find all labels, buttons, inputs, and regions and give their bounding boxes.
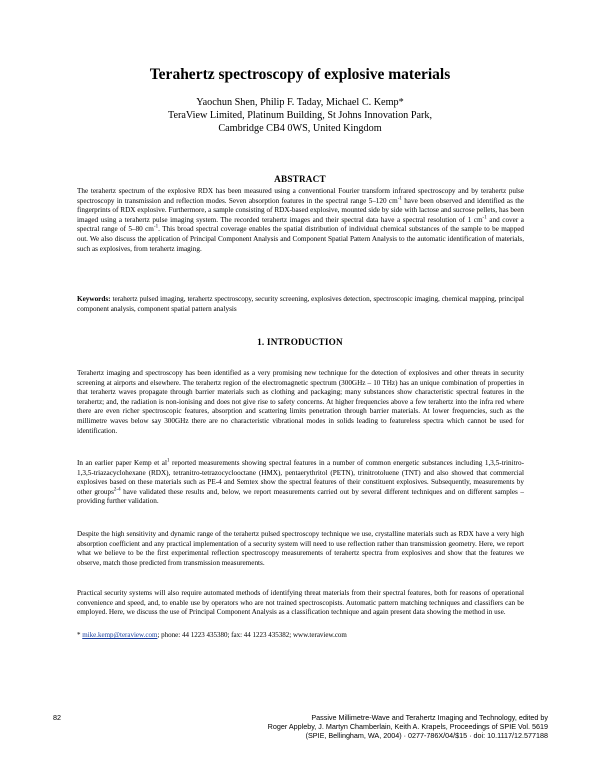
abstract-superscript: -1 xyxy=(153,224,159,230)
abstract-part-4: . This broad spectral coverage enables the spatial distribution of individual chemical substances of the sample to be mapped out. We also discuss the application of Principal Component Analysis and Component Spatial Pattern Analysis to the automatic identification of materials, such as explosives, from terahertz imaging. xyxy=(77,225,524,253)
intro-paragraph-3: Despite the high sensitivity and dynamic range of the terahertz pulsed spectroscopy technique we use, crystalline materials such as RDX have a very high absorption coefficient and any practical implementation of a security system will need to use reflection rather than transmission geometry. Here, we report what we believe to be the first experimental reflection spectroscopy measurements of terahertz spectra from explosives and show that the features we observe, match those predicted from transmission measurements. xyxy=(77,530,524,567)
author-block xyxy=(60,96,540,135)
author-names: Yaochun Shen, Philip F. Taday, Michael C. Kemp* xyxy=(196,97,404,108)
abstract-text xyxy=(77,187,524,254)
abstract-part-1: The terahertz spectrum of the explosive RDX has been measured using a conventional Fourier transform infrared spectroscopy and by terahertz pulse spectroscopy in transmission and reflection modes. Seven absorption features in the spectral range 5–120 cm xyxy=(77,187,524,205)
abstract-superscript: -1 xyxy=(482,215,487,221)
intro-paragraph-4: Practical security systems will also require automated methods of identifying threat materials from their spectral features, both for reasons of operational convenience and speed, and, to enable use by operators who are not trained spectroscopists. Automatic pattern matching techniques and classifiers can be employed. Here, we discuss the use of Principal Component Analysis as a classification technique and again present data showing the method in use. xyxy=(77,589,524,617)
footnote-marker: * xyxy=(77,631,83,639)
publication-line-2: Roger Appleby, J. Martyn Chamberlain, Keith A. Krapels, Proceedings of SPIE Vol. 5619 xyxy=(267,721,548,731)
keywords-label: Keywords: xyxy=(77,295,111,303)
email-link[interactable]: mike.kemp@teraview.com xyxy=(82,631,158,639)
paper-title: Terahertz spectroscopy of explosive materials xyxy=(149,66,451,83)
abstract-superscript: -1 xyxy=(397,196,402,202)
abstract-part-2: have been observed and identified as the fingerprints of RDX explosive. Furthermore, a sample consisting of RDX-based explosive, mounted side by side with lactose and sucrose pellets, has been imaged using a terahertz pulse imaging system. The recorded terahertz images and their spectral data have a spectral resolution of 1 cm xyxy=(77,196,524,224)
footnote xyxy=(77,631,524,640)
publication-line-3: (SPIE, Bellingham, WA, 2004) · 0277-786X/04/$15 · doi: 10.1117/12.577188 xyxy=(305,730,548,740)
intro-paragraph-1: Terahertz imaging and spectroscopy has been identified as a very promising new technique for the detection of explosives and other threats in security screening at airports and elsewhere. The terahertz region of the electromagnetic spectrum (300GHz – 10 THz) has an unique combination of properties in that terahertz waves propagate through barrier materials such as clothing and packaging; many substances show characteristic spectral features in the terahertz; and, the radiation is non-ionising and does not give rise to safety concerns. At higher frequencies above a few terahertz into the infra red where there are even richer spectroscopic features, absorption and scattering limits penetration through barrier materials. At lower frequencies, such as the millimetre waves below say 300GHz there are no characteristic vibrational modes in solids leading to featureless spectra which cannot be used for identification. xyxy=(77,369,524,435)
footnote-contact: ; phone: 44 1223 435380; fax: 44 1223 435382; www.teraview.com xyxy=(157,631,347,639)
keywords xyxy=(77,295,524,314)
intro-paragraph-2 xyxy=(77,459,524,507)
intro-p2-part-a: In an earlier paper Kemp et al xyxy=(77,459,167,467)
intro-p2-part-c: have validated these results and, below, we report measurements carried out by several different techniques and on different samples – providing further validation. xyxy=(77,487,524,506)
abstract-part-3: and cover a spectral range of 5–80 cm xyxy=(77,215,524,234)
citation-ref-1: 1 xyxy=(166,458,170,464)
page-number: 82 xyxy=(53,713,61,722)
introduction-heading: 1. INTRODUCTION xyxy=(257,337,343,347)
abstract-heading: ABSTRACT xyxy=(274,174,326,184)
affiliation-line-2: Cambridge CB4 0WS, United Kingdom xyxy=(218,123,382,134)
keywords-text: terahertz pulsed imaging, terahertz spectroscopy, security screening, explosives detection, spectroscopic imaging, chemical mapping, principal component analysis, component spatial pattern analysis xyxy=(77,295,524,313)
publication-info xyxy=(232,714,548,740)
affiliation-line-1: TeraView Limited, Platinum Building, St Johns Innovation Park, xyxy=(167,110,433,121)
citation-ref-2-4: 2-4 xyxy=(113,487,121,493)
intro-p2-part-b: reported measurements showing spectral features in a number of common energetic substances including 1,3,5-trinitro-1,3,5-triazacyclohexane (RDX), tetranitro-tetrazocyclooctane (HMX), pentaerythritol (PETN), trinitrotoluene (TNT) and also showed that commercial explosives based on these materials such as PE-4 and Semtex show the spectral features of their constituent explosives. Subsequently, measurements by other groups xyxy=(77,459,524,496)
publication-line-1: Passive Millimetre-Wave and Terahertz Imaging and Technology, edited by xyxy=(311,713,548,722)
